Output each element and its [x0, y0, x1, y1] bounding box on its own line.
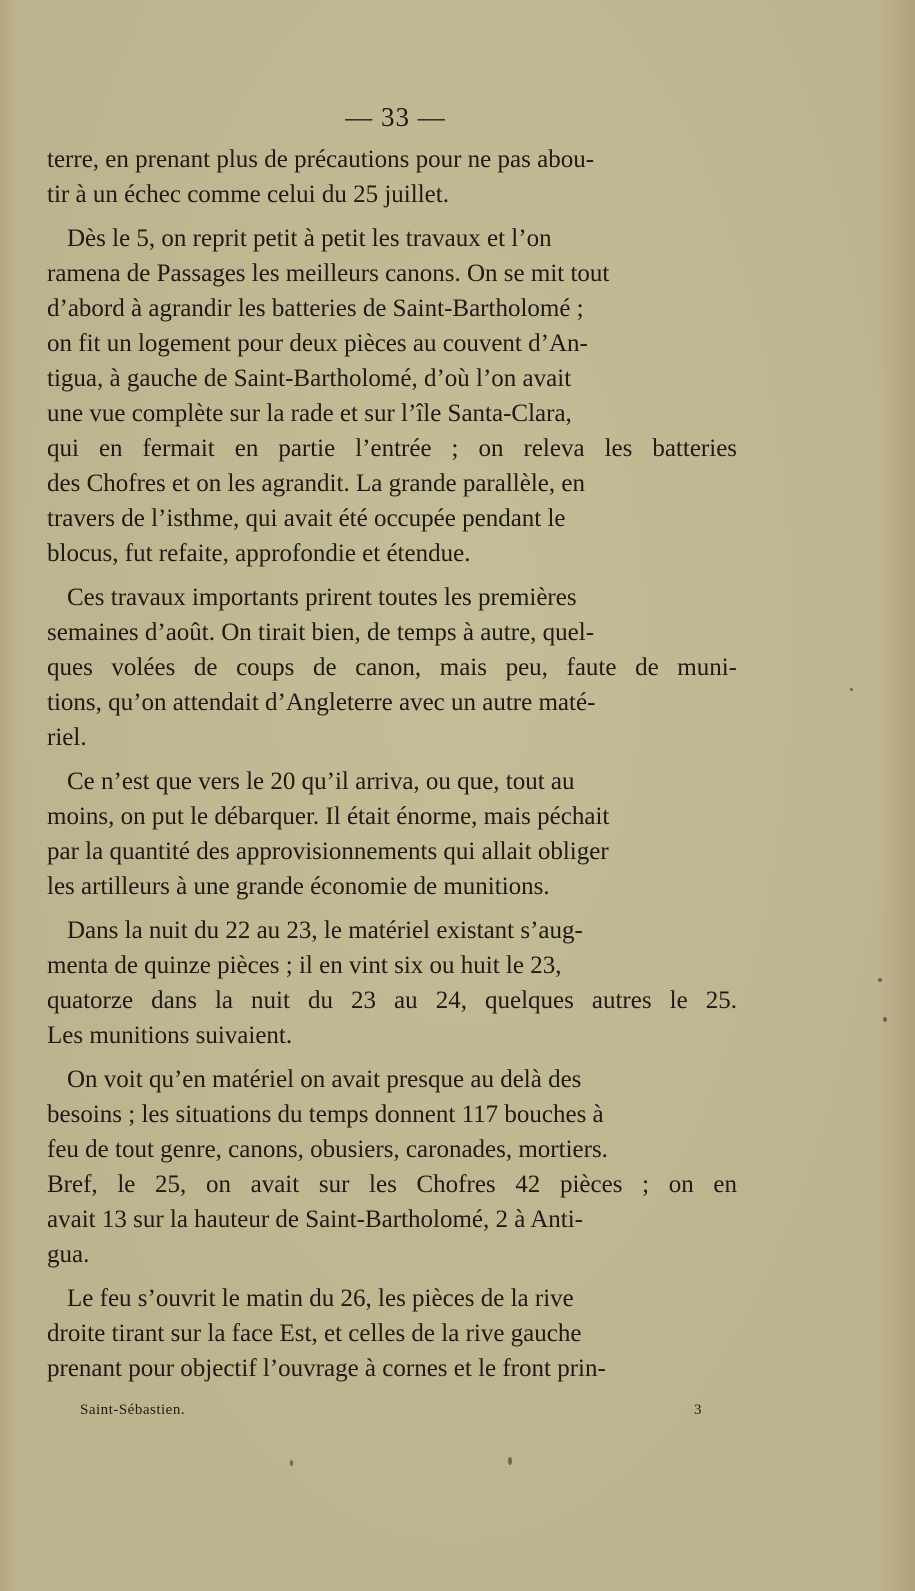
text-line: semaines d’août. On tirait bien, de temps à autre, quel-	[47, 619, 595, 646]
text-line: tions, qu’on attendait d’Angleterre avec un autre maté-	[47, 689, 596, 716]
text-line: avait 13 sur la hauteur de Saint-Bartholomé, 2 à Anti-	[47, 1206, 583, 1233]
text-line: Les munitions suivaient.	[47, 1022, 293, 1049]
text-line: prenant pour objectif l’ouvrage à cornes et le front prin-	[47, 1355, 606, 1382]
text-line: droite tirant sur la face Est, et celles de la rive gauche	[47, 1320, 582, 1347]
text-line: Ces travaux importants prirent toutes les premières	[67, 584, 577, 611]
text-line: ques volées de coups de canon, mais peu, faute de muni-	[47, 654, 737, 681]
text-line: on fit un logement pour deux pièces au couvent d’An-	[47, 330, 588, 357]
text-line: On voit qu’en matériel on avait presque au delà des	[67, 1066, 582, 1093]
text-line: menta de quinze pièces ; il en vint six ou huit le 23,	[47, 952, 562, 979]
text-line: quatorze dans la nuit du 23 au 24, quelques autres le 25.	[47, 987, 737, 1014]
paper-speck	[850, 688, 853, 691]
text-line: Bref, le 25, on avait sur les Chofres 42 pièces ; on en	[47, 1171, 737, 1198]
text-line: qui en fermait en partie l’entrée ; on releva les batteries	[47, 435, 738, 462]
text-line: besoins ; les situations du temps donnent 117 bouches à	[47, 1101, 604, 1128]
text-line: d’abord à agrandir les batteries de Saint-Bartholomé ;	[47, 295, 584, 322]
sheet-number: 3	[694, 1402, 702, 1418]
text-line: blocus, fut refaite, approfondie et étendue.	[47, 540, 471, 567]
page-number: — 33 —	[345, 102, 446, 132]
text-line: ramena de Passages les meilleurs canons. On se mit tout	[47, 260, 610, 287]
paper-speck	[878, 978, 882, 982]
text-line: Dès le 5, on reprit petit à petit les travaux et l’on	[67, 225, 552, 252]
text-line: terre, en prenant plus de précautions pour ne pas abou-	[47, 146, 595, 173]
text-line: feu de tout genre, canons, obusiers, caronades, mortiers.	[47, 1136, 608, 1163]
text-line: tir à un échec comme celui du 25 juillet.	[47, 181, 449, 208]
text-line: moins, on put le débarquer. Il était énorme, mais péchait	[47, 803, 610, 830]
text-line: travers de l’isthme, qui avait été occupée pendant le	[47, 505, 566, 532]
paper-speck	[508, 1457, 512, 1465]
text-line: gua.	[47, 1241, 90, 1268]
text-line: une vue complète sur la rade et sur l’île Santa-Clara,	[47, 400, 572, 427]
text-line: par la quantité des approvisionnements qui allait obliger	[47, 838, 609, 865]
text-line: Le feu s’ouvrit le matin du 26, les pièces de la rive	[67, 1285, 574, 1312]
text-line: des Chofres et on les agrandit. La grande parallèle, en	[47, 470, 585, 497]
text-line: Ce n’est que vers le 20 qu’il arriva, ou que, tout au	[67, 768, 575, 795]
text-line: Dans la nuit du 22 au 23, le matériel existant s’aug-	[67, 917, 583, 944]
paper-speck	[883, 1017, 887, 1022]
paper-speck	[290, 1460, 293, 1466]
text-line: tigua, à gauche de Saint-Bartholomé, d’où l’on avait	[47, 365, 572, 392]
page-footer	[80, 1399, 720, 1421]
signature-mark: Saint-Sébastien.	[80, 1402, 186, 1418]
text-line: riel.	[47, 724, 87, 751]
text-line: les artilleurs à une grande économie de munitions.	[47, 873, 550, 900]
